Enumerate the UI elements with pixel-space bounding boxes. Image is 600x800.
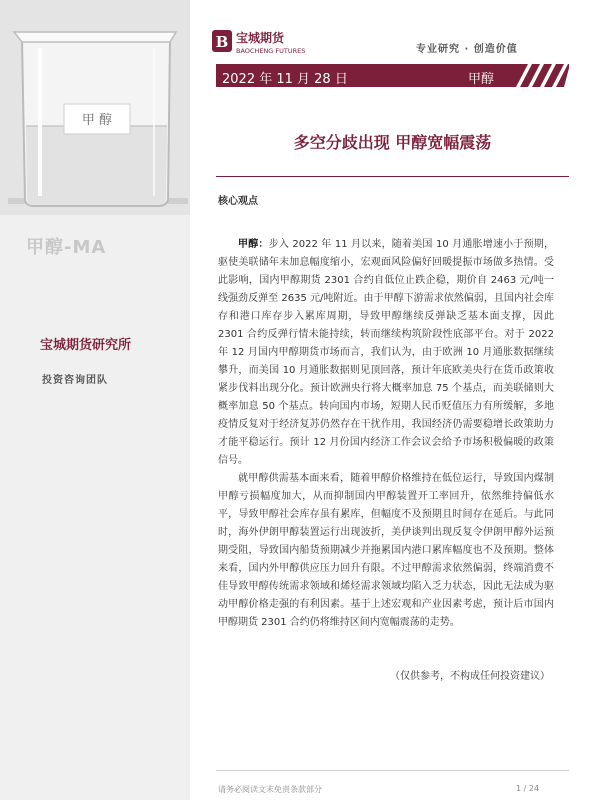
paragraph-2: 就甲醇供需基本面来看，随着甲醇价格维持在低位运行，导致国内煤制甲醇亏损幅度加大，从而抑制国内甲醇装置开工率回升，依然维持偏低水平，导致甲醇社会库存虽有累库，但幅度不及预期且时间存在延后。与此同时，海外伊朗甲醇装置运行出现波折，美伊谈判出现反复令伊朗甲醇外运预期受阻，导致国内船货预期减少并拖累国内港口累库幅度也不及预期。整体来看，国内外甲醇供应压力回升有限。不过甲醇需求依然偏弱，终端消费不佳导致甲醇传统需求领域和烯烃需求领域均陷入乏力状态，因此无法成为驱动甲醇价格走强的有利因素。基于上述宏观和产业因素考虑，预计后市国内甲醇期货 2301 合约仍将维持区间内宽幅震荡的走势。 bbox=[218, 473, 554, 628]
beaker-label: 甲 醇 bbox=[81, 113, 113, 128]
logo-en-text: BAOCHENG FUTURES bbox=[236, 47, 306, 55]
product-name: 甲醇-MA bbox=[26, 237, 107, 258]
slogan: 专业研究 · 创造价值 bbox=[416, 44, 518, 55]
report-body bbox=[218, 236, 554, 632]
page-number: 1 / 24 bbox=[516, 784, 540, 793]
core-view-heading: 核心观点 bbox=[218, 196, 258, 207]
svg-text:B: B bbox=[215, 33, 229, 51]
disclaimer: （仅供参考，不构成任何投资建议） bbox=[390, 671, 550, 682]
institute-name: 宝城期货研究所 bbox=[40, 338, 132, 353]
beaker-image bbox=[0, 0, 190, 215]
report-date: 2022 年 11 月 28 日 bbox=[222, 72, 348, 87]
left-sidebar bbox=[0, 0, 190, 800]
banner-stripes bbox=[516, 64, 569, 87]
title-divider bbox=[216, 176, 569, 177]
team-name: 投资咨询团队 bbox=[42, 375, 108, 386]
logo-cn-text: 宝城期货 bbox=[236, 31, 285, 45]
paragraph-1-text: 步入 2022 年 11 月以来，随着美国 10 月通胀增速小于预期，驱使美联储年末加息幅度缩小，宏观面风险偏好回暖提振市场做多热情。受此影响，国内甲醇期货 2301 合约自低位止跌企稳，期价自 2463 元/吨一线强劲反弹至 2635 元/吨附近。由于甲醇下游需求依然偏弱，且国内社会库存和港口库存步入累库周期，导致甲醇继续反弹缺乏基本面支撑，因此 2301 合约反弹行情未能持续，转而继续构筑阶段性底部平台。对于 2022 年 12 月国内甲醇期货市场而言，我们认为，由于欧洲 10 月通胀数据继续攀升，而美国 10 月通胀数据则见顶回落，预计年底欧美央行在货币政策收紧步伐料出现分化。预计欧洲央行将大概率加息 75 个基点，而美联储则大概率加息 50 个基点。转向国内市场，短期人民币贬值压力有所缓解，多地疫情反复对于经济复苏仍然存在干扰作用，我国经济仍需要稳增长政策助力才能平稳运行。预计 12 月份国内经济工作会议会给予市场积极偏暖的政策信号。 bbox=[218, 239, 554, 466]
footer-note: 请务必阅读文末免责条款部分 bbox=[218, 785, 322, 794]
footer-divider bbox=[216, 770, 569, 771]
date-banner bbox=[216, 64, 569, 87]
lead-label: 甲醇： bbox=[238, 239, 269, 250]
paragraph-1 bbox=[218, 236, 554, 470]
report-category: 甲醇 bbox=[468, 72, 495, 87]
report-title: 多空分歧出现 甲醇宽幅震荡 bbox=[293, 133, 492, 152]
company-logo bbox=[212, 28, 322, 56]
